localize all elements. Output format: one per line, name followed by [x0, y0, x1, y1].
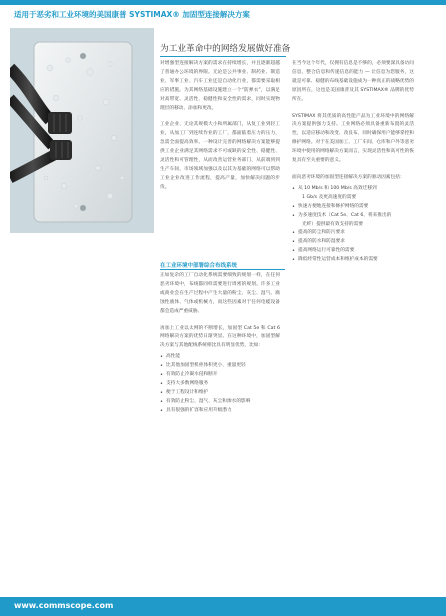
section-title: 为工业革命中的网络发展做好准备 — [160, 44, 291, 54]
list-item: • 提高的防水和防湿要求 — [292, 238, 414, 247]
list-item: • 比其他加固型机柜体积更小、重量更轻 — [160, 362, 280, 371]
list-item: • 有效防止粉尘、湿气、灰尘和渗水的影响 — [160, 398, 280, 407]
footer-bar — [0, 597, 446, 616]
column-left-upper — [160, 60, 280, 201]
advantages-list — [160, 353, 280, 415]
top-accent-rule — [0, 0, 446, 5]
list-item-continuation: 1 Gb/s 及更高速度的需要 — [302, 194, 357, 200]
paragraph: SYSTIMAX 将其优质的高性能产品为工业环境中的网络解决方案提供强力支持。工业网络必须具备重新布置的灵活性，以适应移动和改变、改良布、同时确保用户能够掌控和修护网络。对于在美国加工、工厂车间、仓库和户外等恶劣环境中使用的网络解决方案而言，实现灵活性和高可性的恢复具有至关重要的意义。 — [292, 113, 414, 164]
paragraph: 工业企业、无论其规模大小和所属部门，从复工业到轻工业，从加工厂到连续作业的工厂，都面临着压力的压力，急需全面提高效率。一种设计完善的网络解决方案能够提供工业企业满足其网络需求不可或缺的安全性、稳健性、灵活性和可管理性，从而改善运营业务部门，从前端到到生产车间，市场领域加强以及以其为基础的网络可以帮助工业企业改进工作流程，提高产量，加快解决问题的步伐。 — [160, 122, 280, 190]
document-header-title: 适用于恶劣和工业环境的美国康普 SYSTIMAX® 加固型连接解决方案 — [14, 10, 250, 19]
list-item: • 支持大多数网络服务 — [160, 380, 280, 389]
paragraph: 对增强型连接解决方案的需求在持续增长，并且逐渐超越了普通办公环境的界限。无论是公共事业、制药业、制造业、军事工业、汽车工业还是自动化行业，都需要采取相应的措施。为其网络基础设施建立一个“防弹衣”，以满足对高带宽、灵活性、稳健性和安全性的需求，同时实现物理层的移动、添加和更改。 — [160, 61, 280, 111]
list-item: • 高性能 — [160, 353, 280, 362]
list-item: • 具有很强的扩容和应用升级潜力 — [160, 407, 280, 416]
column-left-lower — [160, 272, 280, 424]
column-right — [292, 60, 414, 273]
paragraph: 再加上工业以太网的不断增长，加固型 Cat 5e 和 Cat 6 网络解决方案的优势日渐突显。在这种环境中，加固型解决方案与其他配线系统相比具有明显优势，比如： — [160, 325, 280, 349]
list-item: • 提高的防尘和防污要求 — [292, 229, 414, 238]
paragraph: 面向恶劣环境的加固型连接解决方案的驱动因素包括： — [292, 174, 405, 180]
subsection-heading: 在工业环境中部署综合布线系统 — [160, 263, 238, 269]
list-item: • 有效防止冷凝水侵和断开 — [160, 371, 280, 380]
list-item-continuation: 光纤）提供最有效支持的需要 — [302, 221, 363, 227]
paragraph: 在当今这个年代，仅拥有信息是不够的，必须要深具备访问信息，整合信息和传递信息的能力 — 让信息为您服务，这就是可靠、稳健的布线基础设施成为一种真正的战略优势的原因所在，这也是美国康普及其 SYSTIMAX® 品牌的优势所在。 — [292, 61, 414, 102]
list-item: • 降低经常性运营成本和维护成本的需要 — [292, 256, 414, 265]
list-item: • 从 10 Mb/s 和 100 Mb/s 高效迁移到 — [292, 185, 414, 194]
list-item: • 提高网络运行可靠性的需要 — [292, 247, 414, 256]
product-photo — [10, 28, 154, 233]
list-item: • 为多速度技术（Cat 5e、Cat 6、将来推出的 — [292, 212, 414, 221]
title-underline — [160, 56, 286, 57]
paragraph: 正如复杂的工厂自动化系统需要细致的规划一样，在任何恶劣环境中，布线都同样需要进行周密的规划。许多工业或商业会在生产过程中产生大量的粉尘、灰尘、湿气、腐蚀性液体、气体或机械力，而这些因素对于任何电缆设备都会造成严重威胁。 — [160, 273, 280, 314]
subsection-underline — [160, 269, 285, 270]
footer-website-link[interactable]: www.commscope.com — [14, 601, 114, 610]
list-item: • 快速方便地连接和修护网络的需要 — [292, 203, 414, 212]
drivers-list — [292, 185, 414, 265]
list-item: • 便于工程设计和维护 — [160, 389, 280, 398]
